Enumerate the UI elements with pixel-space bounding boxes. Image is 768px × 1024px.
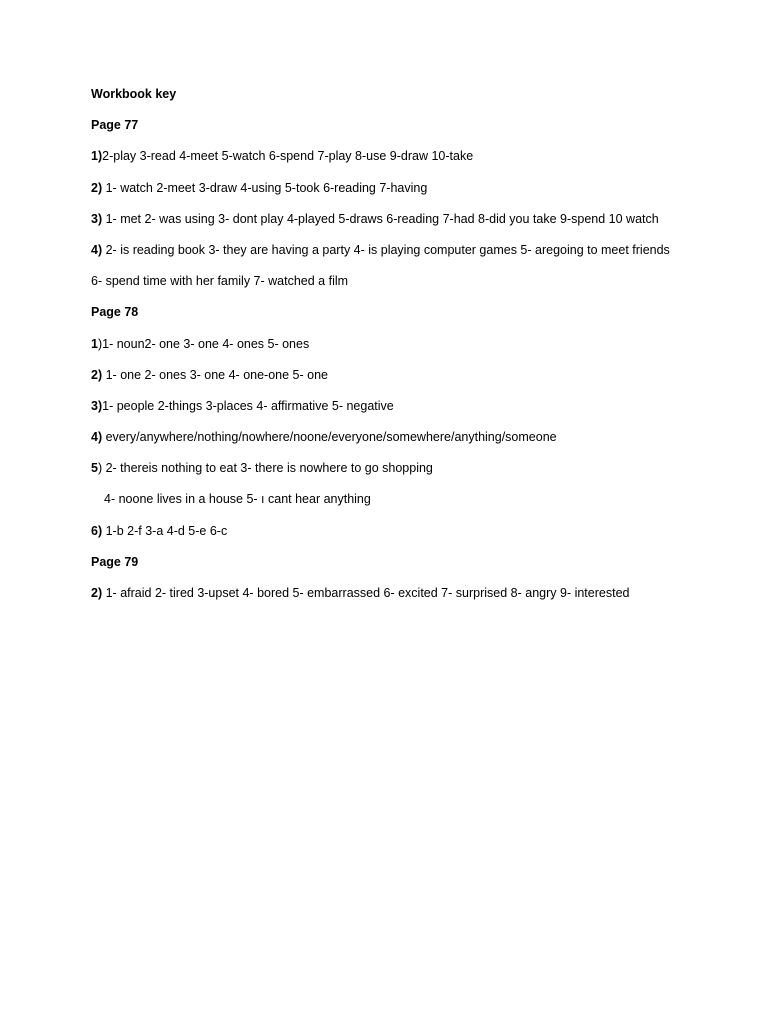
section-heading-page-77: Page 77 <box>91 118 139 133</box>
item-number: 4) <box>91 430 103 445</box>
answer-line <box>91 585 731 601</box>
item-text: 1- noun2- one 3- one 4- ones 5- ones <box>102 336 310 351</box>
item-text: 2-play 3-read 4-meet 5-watch 6-spend 7-play 8-use 9-draw 10-take <box>102 149 474 164</box>
item-text: 1-b 2-f 3-a 4-d 5-e 6-c <box>105 523 228 538</box>
answer-line <box>91 367 731 383</box>
answer-line <box>91 180 731 196</box>
answer-line <box>91 460 731 476</box>
item-number: 3) <box>91 211 103 226</box>
item-number: 5 <box>91 461 98 476</box>
item-number: 1 <box>91 336 98 351</box>
item-text: 1- afraid 2- tired 3-upset 4- bored 5- embarrassed 6- excited 7- surprised 8- angry 9- interested <box>105 586 630 600</box>
item-number: 6) <box>91 523 103 538</box>
item-text: 1- met 2- was using 3- dont play 4-played 5-draws 6-reading 7-had 8-did you take 9-spend 10 watch <box>105 211 659 226</box>
section-heading-page-78: Page 78 <box>91 305 139 320</box>
item-number: 3) <box>91 398 103 413</box>
item-separator: ) <box>97 461 106 476</box>
item-text: 2- thereis nothing to eat 3- there is nowhere to go shopping <box>105 461 433 476</box>
answer-line <box>91 148 731 164</box>
document-page <box>91 86 731 616</box>
item-text: 1- people 2-things 3-places 4- affirmative 5- negative <box>102 398 394 413</box>
document-title: Workbook key <box>91 87 177 101</box>
item-text: 2- is reading book 3- they are having a party 4- is playing computer games 5- aregoing to meet friends <box>105 242 670 257</box>
answer-line <box>91 398 731 414</box>
item-number: 2) <box>91 180 103 195</box>
item-number: 2) <box>91 586 103 600</box>
answer-line <box>91 336 731 352</box>
answer-line <box>91 523 731 539</box>
item-number: 1) <box>91 149 103 164</box>
item-number: 2) <box>91 367 103 382</box>
item-text: every/anywhere/nothing/nowhere/noone/everyone/somewhere/anything/someone <box>105 430 557 445</box>
item-separator: ) <box>97 336 103 351</box>
item-text: 6- spend time with her family 7- watched a film <box>91 274 349 289</box>
answer-line <box>91 211 731 227</box>
item-text: 4- noone lives in a house 5- ı cant hear anything <box>104 492 371 507</box>
item-text: 1- watch 2-meet 3-draw 4-using 5-took 6-reading 7-having <box>105 180 428 195</box>
answer-line <box>91 242 731 258</box>
answer-line-continuation <box>91 491 731 507</box>
section-heading-page-79: Page 79 <box>91 554 139 569</box>
answer-line <box>91 429 731 445</box>
item-number: 4) <box>91 242 103 257</box>
answer-line-continuation <box>91 273 731 289</box>
item-text: 1- one 2- ones 3- one 4- one-one 5- one <box>105 367 328 382</box>
